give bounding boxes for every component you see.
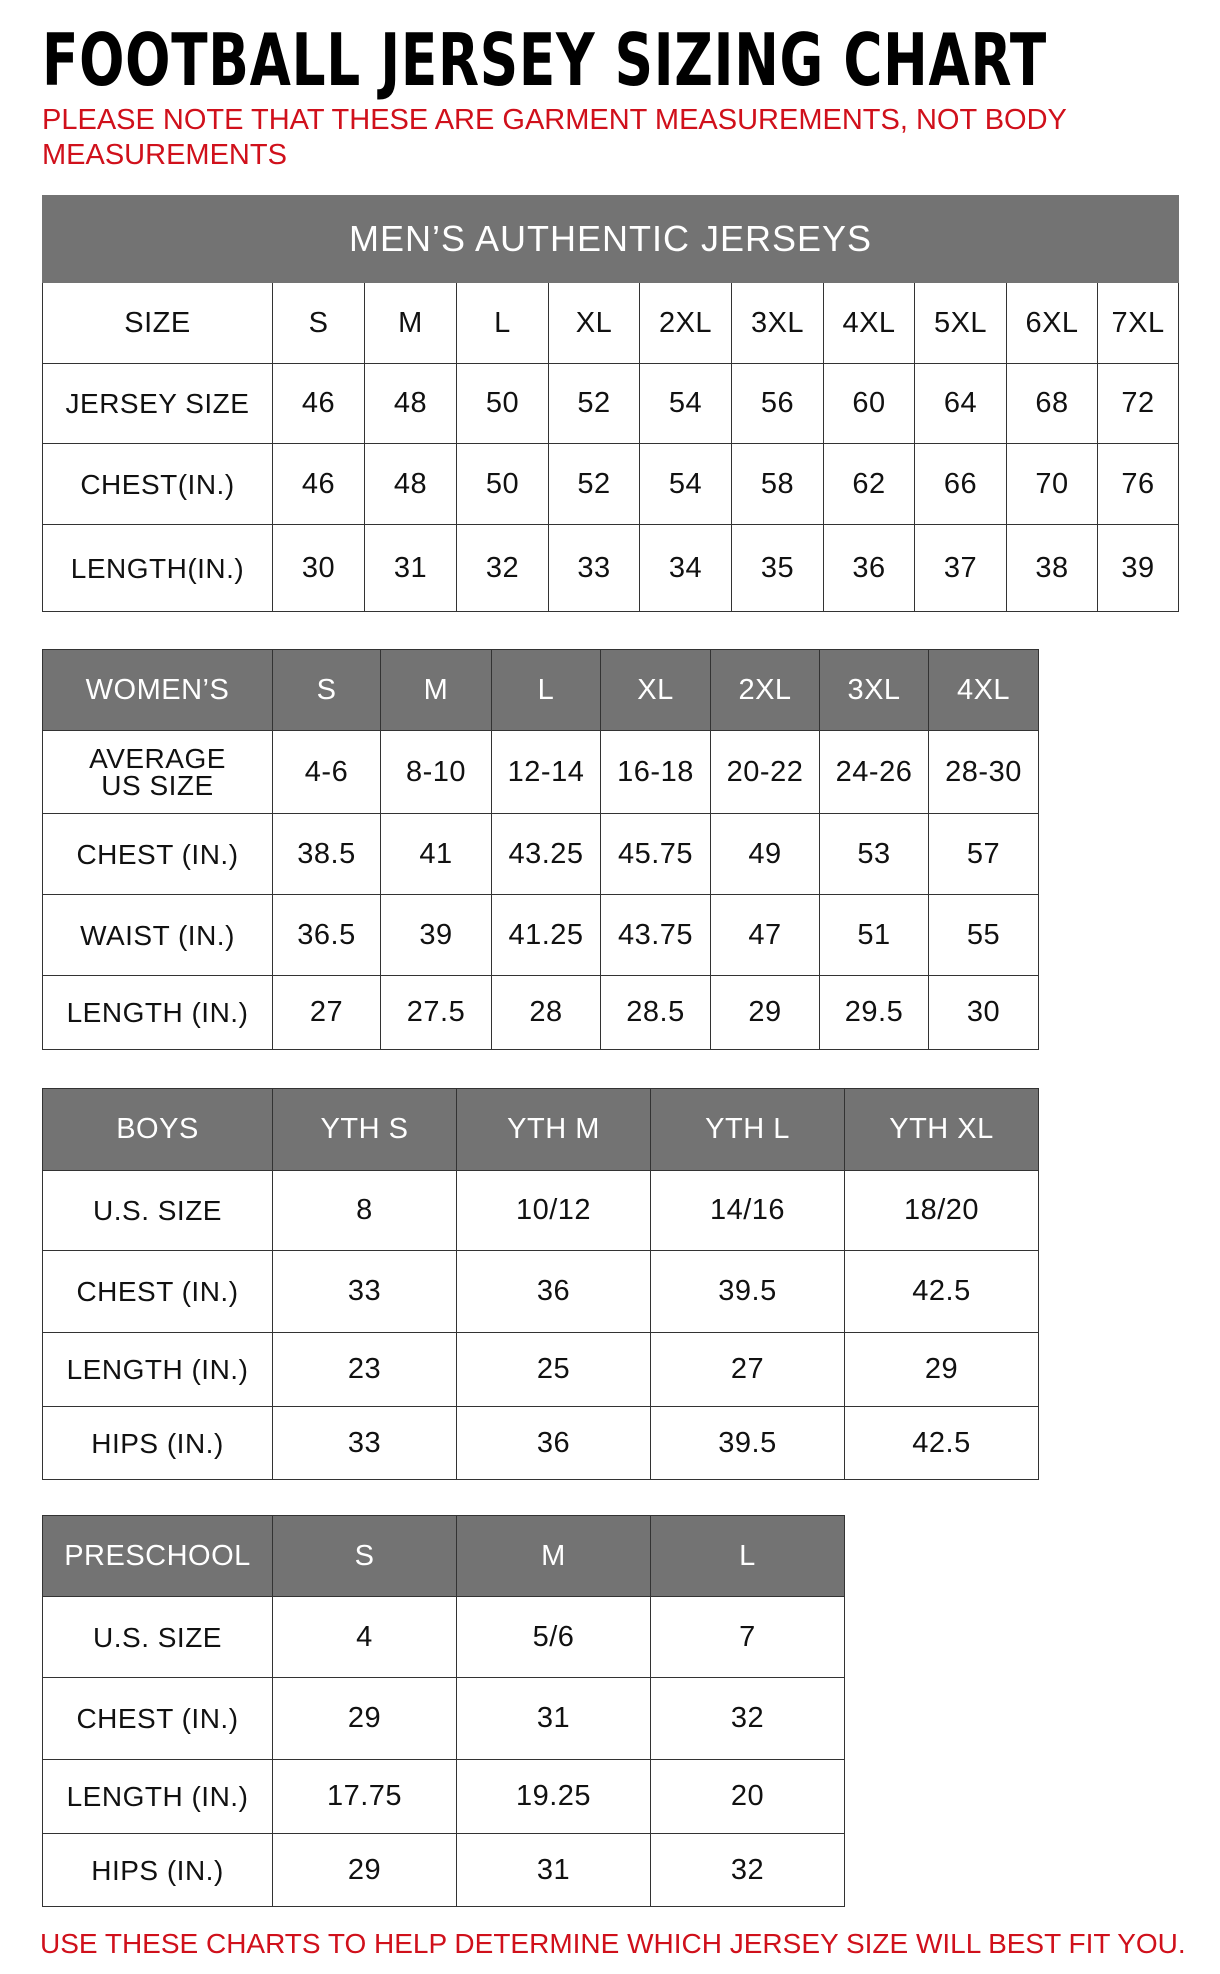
value-cell: 16-18	[601, 731, 711, 814]
value-cell: 34	[640, 525, 732, 612]
table-row	[43, 895, 1039, 976]
value-cell: 10/12	[457, 1171, 651, 1251]
value-cell: 20-22	[711, 731, 820, 814]
value-cell: 50	[457, 444, 549, 525]
row-label-cell: U.S. SIZE	[43, 1171, 273, 1251]
table-row	[43, 525, 1179, 612]
value-cell: 42.5	[845, 1407, 1039, 1480]
size-header-cell: S	[273, 1516, 457, 1597]
table-row	[43, 1834, 845, 1907]
table-banner: MEN’S AUTHENTIC JERSEYS	[43, 196, 1179, 283]
garment-note: PLEASE NOTE THAT THESE ARE GARMENT MEASUREMENTS, NOT BODY MEASUREMENTS	[42, 104, 1067, 171]
size-header-cell: M	[381, 650, 492, 731]
value-cell: 51	[820, 895, 929, 976]
mens-authentic-table	[42, 195, 1179, 612]
value-cell: 18/20	[845, 1171, 1039, 1251]
value-cell: 76	[1098, 444, 1179, 525]
size-header-cell: 3XL	[732, 283, 824, 364]
value-cell: 31	[365, 525, 457, 612]
size-header-cell: 6XL	[1007, 283, 1098, 364]
value-cell: 28-30	[929, 731, 1039, 814]
size-header-cell: 4XL	[929, 650, 1039, 731]
value-cell: 48	[365, 444, 457, 525]
table-row	[43, 1171, 1039, 1251]
value-cell: 27	[273, 976, 381, 1050]
header-row	[43, 283, 1179, 364]
page-title: FOOTBALL JERSEY SIZING CHART	[42, 18, 1047, 102]
size-header-cell: YTH M	[457, 1089, 651, 1171]
value-cell: 29.5	[820, 976, 929, 1050]
header-label-cell: WOMEN’S	[43, 650, 273, 731]
value-cell: 35	[732, 525, 824, 612]
value-cell: 29	[273, 1834, 457, 1907]
value-cell: 50	[457, 364, 549, 444]
row-label-cell: HIPS (IN.)	[43, 1407, 273, 1480]
value-cell: 62	[824, 444, 915, 525]
value-cell: 45.75	[601, 814, 711, 895]
value-cell: 43.25	[492, 814, 601, 895]
header-label-cell: PRESCHOOL	[43, 1516, 273, 1597]
value-cell: 36	[457, 1251, 651, 1333]
value-cell: 46	[273, 444, 365, 525]
value-cell: 56	[732, 364, 824, 444]
value-cell: 17.75	[273, 1760, 457, 1834]
value-cell: 30	[273, 525, 365, 612]
value-cell: 53	[820, 814, 929, 895]
size-header-cell: XL	[549, 283, 640, 364]
row-label-cell: CHEST(IN.)	[43, 444, 273, 525]
table-row	[43, 444, 1179, 525]
value-cell: 72	[1098, 364, 1179, 444]
row-label-cell: CHEST (IN.)	[43, 1251, 273, 1333]
value-cell: 4	[273, 1597, 457, 1678]
value-cell: 39	[381, 895, 492, 976]
table-row	[43, 731, 1039, 814]
table-row	[43, 364, 1179, 444]
header-row	[43, 650, 1039, 731]
value-cell: 8-10	[381, 731, 492, 814]
value-cell: 31	[457, 1678, 651, 1760]
size-header-cell: L	[457, 283, 549, 364]
header-row	[43, 1516, 845, 1597]
value-cell: 33	[273, 1407, 457, 1480]
value-cell: 32	[651, 1678, 845, 1760]
value-cell: 7	[651, 1597, 845, 1678]
value-cell: 27	[651, 1333, 845, 1407]
size-header-cell: L	[651, 1516, 845, 1597]
value-cell: 36	[824, 525, 915, 612]
value-cell: 23	[273, 1333, 457, 1407]
value-cell: 66	[915, 444, 1007, 525]
preschool-table	[42, 1515, 845, 1907]
value-cell: 68	[1007, 364, 1098, 444]
value-cell: 39	[1098, 525, 1179, 612]
table-row	[43, 1333, 1039, 1407]
table-row	[43, 1251, 1039, 1333]
row-label-cell: HIPS (IN.)	[43, 1834, 273, 1907]
row-label-cell: CHEST (IN.)	[43, 1678, 273, 1760]
value-cell: 28	[492, 976, 601, 1050]
value-cell: 70	[1007, 444, 1098, 525]
size-header-cell: 3XL	[820, 650, 929, 731]
size-header-cell: S	[273, 650, 381, 731]
value-cell: 30	[929, 976, 1039, 1050]
size-header-cell: 2XL	[640, 283, 732, 364]
value-cell: 46	[273, 364, 365, 444]
value-cell: 38.5	[273, 814, 381, 895]
row-label-cell: WAIST (IN.)	[43, 895, 273, 976]
value-cell: 20	[651, 1760, 845, 1834]
footer-note: USE THESE CHARTS TO HELP DETERMINE WHICH JERSEY SIZE WILL BEST FIT YOU.	[40, 1928, 1186, 1959]
value-cell: 4-6	[273, 731, 381, 814]
value-cell: 48	[365, 364, 457, 444]
value-cell: 28.5	[601, 976, 711, 1050]
value-cell: 19.25	[457, 1760, 651, 1834]
value-cell: 39.5	[651, 1407, 845, 1480]
table-row	[43, 1678, 845, 1760]
value-cell: 29	[711, 976, 820, 1050]
value-cell: 12-14	[492, 731, 601, 814]
size-header-cell: M	[365, 283, 457, 364]
table-row	[43, 814, 1039, 895]
value-cell: 24-26	[820, 731, 929, 814]
boys-table	[42, 1088, 1039, 1480]
value-cell: 31	[457, 1834, 651, 1907]
value-cell: 42.5	[845, 1251, 1039, 1333]
header-label-cell: BOYS	[43, 1089, 273, 1171]
value-cell: 60	[824, 364, 915, 444]
value-cell: 5/6	[457, 1597, 651, 1678]
size-header-cell: 4XL	[824, 283, 915, 364]
value-cell: 47	[711, 895, 820, 976]
value-cell: 52	[549, 444, 640, 525]
value-cell: 54	[640, 444, 732, 525]
value-cell: 39.5	[651, 1251, 845, 1333]
row-label-cell: U.S. SIZE	[43, 1597, 273, 1678]
value-cell: 32	[457, 525, 549, 612]
row-label-cell: AVERAGE US SIZE	[43, 731, 273, 814]
value-cell: 43.75	[601, 895, 711, 976]
value-cell: 37	[915, 525, 1007, 612]
size-header-cell: S	[273, 283, 365, 364]
value-cell: 29	[273, 1678, 457, 1760]
value-cell: 27.5	[381, 976, 492, 1050]
value-cell: 64	[915, 364, 1007, 444]
value-cell: 36.5	[273, 895, 381, 976]
size-header-cell: L	[492, 650, 601, 731]
value-cell: 54	[640, 364, 732, 444]
table-row	[43, 1407, 1039, 1480]
value-cell: 55	[929, 895, 1039, 976]
womens-table	[42, 649, 1039, 1050]
value-cell: 41	[381, 814, 492, 895]
table-row	[43, 1760, 845, 1834]
size-header-cell: XL	[601, 650, 711, 731]
value-cell: 33	[549, 525, 640, 612]
size-header-cell: 5XL	[915, 283, 1007, 364]
table-row	[43, 976, 1039, 1050]
row-label-cell: CHEST (IN.)	[43, 814, 273, 895]
value-cell: 29	[845, 1333, 1039, 1407]
row-label-cell: LENGTH(IN.)	[43, 525, 273, 612]
value-cell: 58	[732, 444, 824, 525]
value-cell: 52	[549, 364, 640, 444]
value-cell: 41.25	[492, 895, 601, 976]
size-header-cell: YTH XL	[845, 1089, 1039, 1171]
header-label-cell: SIZE	[43, 283, 273, 364]
value-cell: 32	[651, 1834, 845, 1907]
row-label-cell: LENGTH (IN.)	[43, 976, 273, 1050]
header-row	[43, 1089, 1039, 1171]
size-header-cell: 2XL	[711, 650, 820, 731]
table-row	[43, 1597, 845, 1678]
value-cell: 36	[457, 1407, 651, 1480]
value-cell: 49	[711, 814, 820, 895]
value-cell: 33	[273, 1251, 457, 1333]
value-cell: 38	[1007, 525, 1098, 612]
row-label-cell: LENGTH (IN.)	[43, 1760, 273, 1834]
value-cell: 25	[457, 1333, 651, 1407]
size-header-cell: YTH L	[651, 1089, 845, 1171]
row-label-cell: JERSEY SIZE	[43, 364, 273, 444]
row-label-cell: LENGTH (IN.)	[43, 1333, 273, 1407]
value-cell: 57	[929, 814, 1039, 895]
size-header-cell: 7XL	[1098, 283, 1179, 364]
size-header-cell: YTH S	[273, 1089, 457, 1171]
value-cell: 8	[273, 1171, 457, 1251]
size-header-cell: M	[457, 1516, 651, 1597]
value-cell: 14/16	[651, 1171, 845, 1251]
